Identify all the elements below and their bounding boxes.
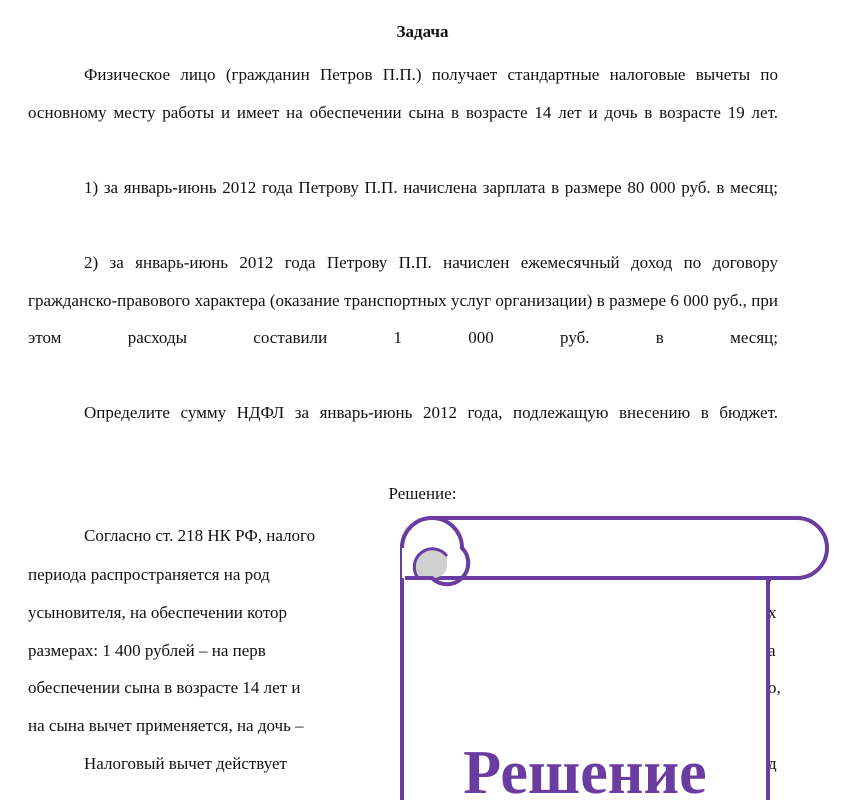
solution-line-3: усыновителя, на обеспечении котор: [28, 603, 288, 622]
solution-edge-3: а: [768, 641, 776, 660]
paragraph-4: Определите сумму НДФЛ за январь-июнь 2012 года, подлежащую внесению в бюджет.: [84, 403, 778, 422]
solution-line-6: на сына вычет применяется, на дочь –: [28, 716, 304, 735]
scroll-title: Решение: [463, 739, 707, 800]
solution-edge-2: х: [768, 603, 777, 622]
paragraph-1: Физическое лицо (гражданин Петров П.П.) получает стандартные налоговые вычеты по основному месту работы и имеет на обеспечении сына в возрасте 14 лет и дочь в возрасте 19 лет.: [28, 65, 778, 122]
solution-line-5: обеспечении сына в возрасте 14 лет и: [28, 678, 301, 697]
paragraph-3: 2) за январь-июнь 2012 года Петрову П.П. начислен ежемесячный доход по договору гражданско-правового характера (оказание транспортных услуг организации) в размере 6 000 руб., при этом расходы составили 1 000 руб. в месяц;: [28, 253, 778, 347]
solution-line-4: размерах: 1 400 рублей – на перв: [28, 641, 266, 660]
solution-heading: Решение:: [388, 484, 457, 503]
solution-line-2: периода распространяется на род: [28, 565, 270, 584]
paragraph-2: 1) за январь-июнь 2012 года Петрову П.П. начислена зарплата в размере 80 000 руб. в месяц;: [84, 178, 778, 197]
document-title: Задача: [396, 22, 449, 41]
solution-line-1: Согласно ст. 218 НК РФ, налого: [84, 526, 316, 545]
solution-line-7: Налоговый вычет действует: [84, 754, 287, 773]
solution-edge-4: о,: [768, 678, 781, 697]
solution-edge-5: д: [768, 754, 777, 773]
